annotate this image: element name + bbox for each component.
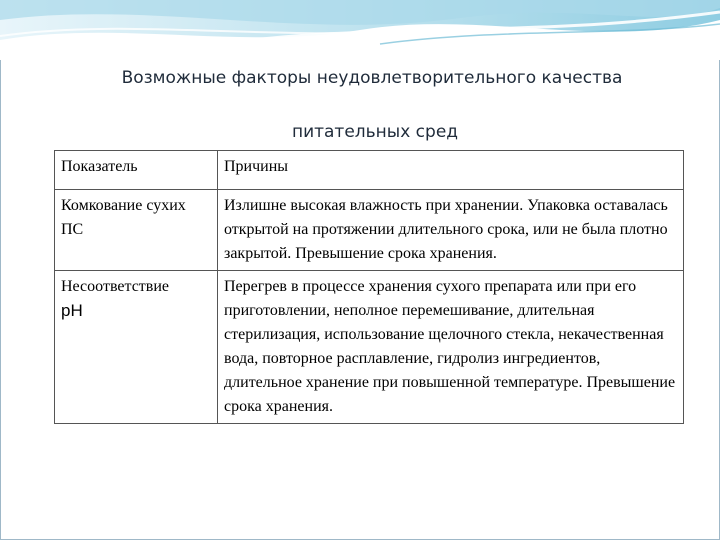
header-wave-decoration — [0, 0, 720, 60]
table-header-row — [55, 151, 684, 190]
slide-title-line1: Возможные факторы неудовлетворительного качества — [121, 68, 623, 88]
row2-indicator-ph: pH — [61, 301, 83, 320]
header-reasons: Причины — [218, 151, 684, 190]
factors-table — [54, 150, 684, 424]
row1-indicator: Комкование сухих ПС — [55, 190, 218, 271]
row1-reasons: Излишне высокая влажность при хранении. Упаковка оставалась открытой на протяжении длительного срока, или не была плотно закрытой. Превышение срока хранения. — [218, 190, 684, 271]
header-indicator: Показатель — [55, 151, 218, 190]
table-row — [55, 271, 684, 424]
row2-indicator-prefix: Несоответствие — [61, 278, 169, 295]
row2-reasons: Перегрев в процессе хранения сухого препарата или при его приготовлении, неполное перемешивание, длительная стерилизация, использование щелочного стекла, некачественная вода, повторное расплавление, гидролиз ингредиентов, длительное хранение при повышенной температуре. Превышение срока хранения. — [218, 271, 684, 424]
table-row — [55, 190, 684, 271]
slide-title-line2: питательных сред — [291, 122, 459, 142]
row2-indicator — [55, 271, 218, 424]
